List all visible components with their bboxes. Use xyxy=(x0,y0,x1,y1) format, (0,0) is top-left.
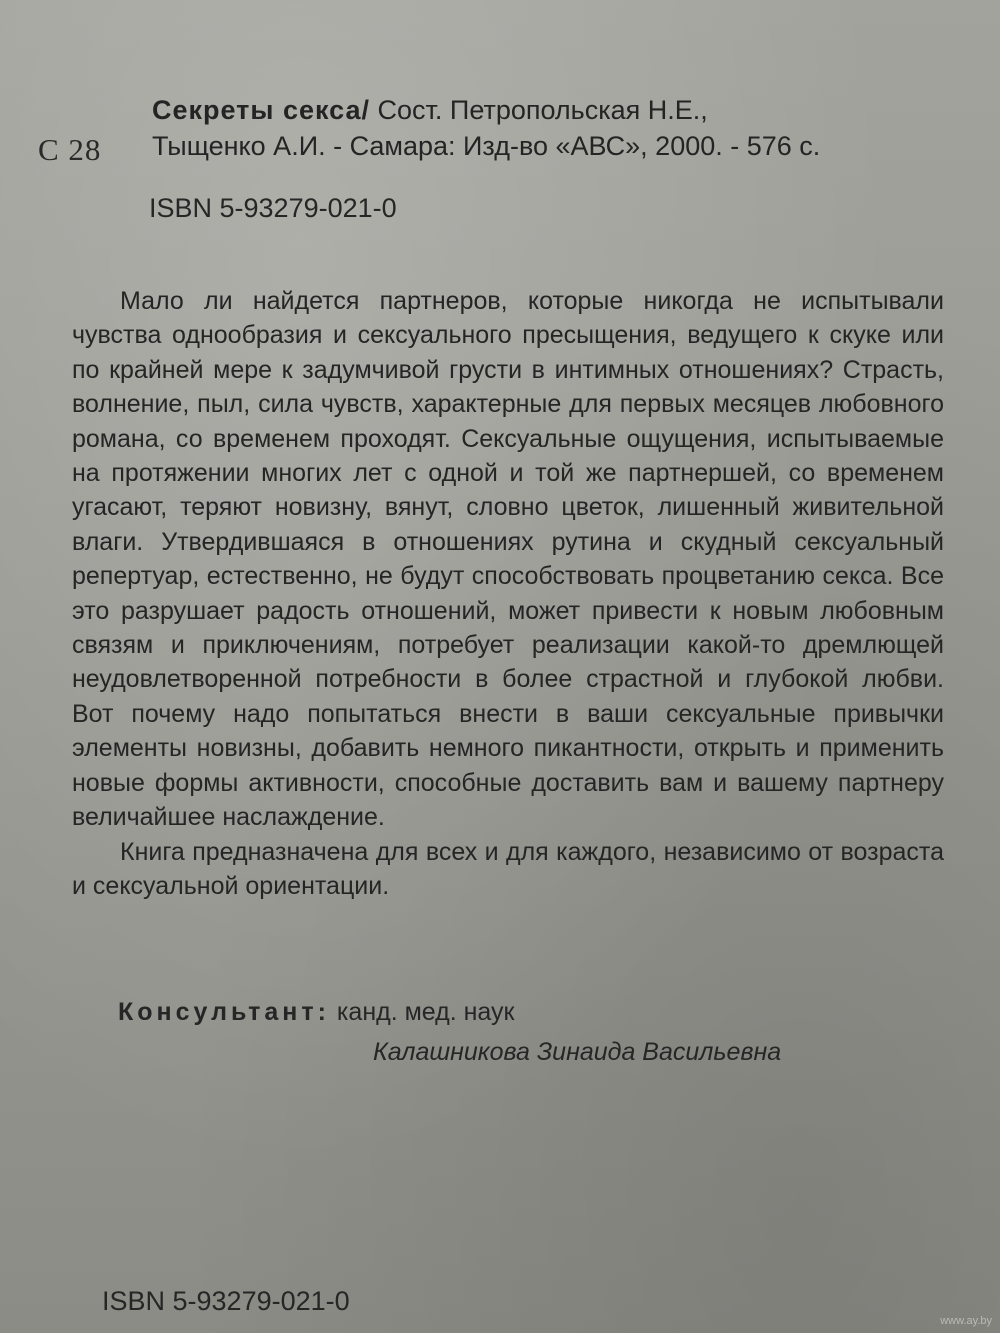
consultant-name: Калашникова Зинаида Васильевна xyxy=(373,1038,782,1066)
header-line-1 xyxy=(152,92,952,128)
catalog-code: С 28 xyxy=(38,132,102,167)
annotation-paragraph-2: Книга предназначена для всех и для каждого, независимо от возраста и сексуальной ориентации. xyxy=(72,837,944,900)
consultant-line xyxy=(118,994,515,1030)
header-line-2: Тыщенко А.И. - Самара: Изд-во «АВС», 2000. - 576 с. xyxy=(152,131,821,161)
bibliographic-header xyxy=(152,92,952,164)
consultant-degree: канд. мед. наук xyxy=(329,998,515,1026)
annotation-text xyxy=(72,284,944,903)
isbn-bottom: ISBN 5-93279-021-0 xyxy=(102,1286,350,1316)
isbn-top: ISBN 5-93279-021-0 xyxy=(149,193,397,223)
annotation-paragraph-1: Мало ли найдется партнеров, которые никогда не испытывали чувства однообразия и сексуального пресыщения, ведущего к скуке или по крайней мере к задумчивой грусти в интимных отношениях? Страсть, волнение, пыл, сила чувств, характерные для первых месяцев любовного романа, со временем проходят. Сексуальные ощущения, испытываемые на протяжении многих лет с одной и той же партнершей, со временем угасают, теряют новизну, вянут, словно цветок, лишенный живительной влаги. Утвердившаяся в отношениях рутина и скудный сексуальный репертуар, естественно, не будут способствовать процветанию секса. Все это разрушает радость отношений, может привести к новым любовным связям и приключениям, потребует реализации какой-то дремлющей неудовлетворенной потребности в более страстной и глубокой любви. Вот почему надо попытаться внести в ваши сексуальные привычки элементы новизны, добавить немного пикантности, открыть и применить новые формы активности, способные доставить вам и вашему партнеру величайшее наслаждение. xyxy=(72,287,944,832)
watermark: www.ay.by xyxy=(940,1315,992,1327)
book-title: Секреты секса/ xyxy=(152,95,371,125)
compilers-text: Сост. Петропольская Н.Е., xyxy=(370,95,708,125)
consultant-label: Консультант: xyxy=(118,998,330,1026)
